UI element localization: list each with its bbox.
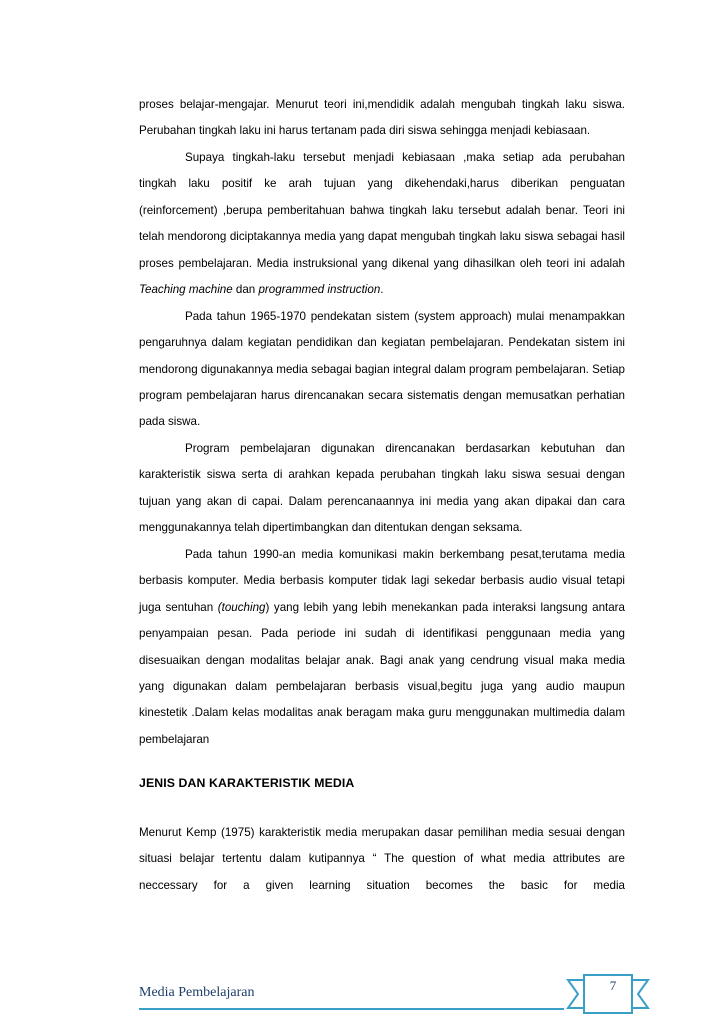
paragraph-2-text-c: . — [380, 283, 384, 297]
page-number: 7 — [609, 978, 617, 993]
paragraph-2 — [139, 145, 625, 304]
paragraph-5-text-a: Pada tahun 1990-an media komunikasi makin berkembang pesat,terutama media berbasis komputer. Media berbasis komputer tidak lagi sekedar berbasis audio visual tetapi juga sentuhan — [139, 547, 625, 614]
footer-rule — [139, 1008, 564, 1010]
paragraph-6: Menurut Kemp (1975) karakteristik media merupakan dasar pemilihan media sesuai dengan situasi belajar tertentu dalam kutipannya “ The question of what media attributes are neccessary for a given learning situation becomes the basic for media — [139, 826, 625, 892]
paragraph-1: proses belajar-mengajar. Menurut teori ini,mendidik adalah mengubah tingkah laku siswa. Perubahan tingkah laku ini harus tertanam pada diri siswa sehingga menjadi kebiasaan. — [139, 98, 625, 138]
paragraph-4: Program pembelajaran digunakan direncanakan berdasarkan kebutuhan dan karakteristik siswa serta di arahkan kepada perubahan tingkah laku siswa sesuai dengan tujuan yang akan di capai. Dalam perencanaannya ini media yang akan dipakai dan cara menggunakannya telah dipertimbangkan dan ditentukan dengan seksama. — [139, 441, 625, 535]
paragraph-2-italic-a: Teaching machine — [139, 283, 233, 297]
body-text — [139, 92, 625, 753]
paragraph-3: Pada tahun 1965-1970 pendekatan sistem (system approach) mulai menampakkan pengaruhnya dalam kegiatan pendidikan dan kegiatan pembelajaran. Pendekatan sistem ini mendorong digunakannya media sebagai bagian integral dalam program pembelajaran. Setiap program pembelajaran harus direncanakan secara sistematis dengan memusatkan perhatian pada siswa. — [139, 309, 625, 429]
paragraph-5-text-b: ) yang lebih yang lebih menekankan pada interaksi langsung antara penyampaian pesan. Pada periode ini sudah di identifikasi penggunaan media yang disesuaikan dengan modalitas belajar anak. Bagi anak yang cendrung visual maka media yang digunakan dalam pembelajaran berbasis visual,begitu juga yang audio maupun kinestetik .Dalam kelas modalitas anak beragam maka guru menggunakan multimedia dalam pembelajaran — [139, 600, 625, 746]
paragraph-5 — [139, 542, 625, 754]
paragraph-2-text-b: dan — [232, 283, 259, 297]
paragraph-2-text-a: Supaya tingkah-laku tersebut menjadi kebiasaan ,maka setiap ada perubahan tingkah laku positif ke arah tujuan yang dikehendaki,harus diberikan penguatan (reinforcement) ,berupa pemberitahuan bahwa tingkah laku tersebut adalah benar. Teori ini telah mendorong diciptakannya media yang dapat mengubah tingkah laku siswa sebagai hasil proses pembelajaran. Media instruksional yang dikenal yang dihasilkan oleh teori ini adalah — [139, 150, 625, 270]
paragraph-5-italic: (touching — [217, 600, 266, 614]
section-body — [139, 820, 625, 899]
footer-title: Media Pembelajaran — [139, 985, 255, 1000]
section-heading: JENIS DAN KARAKTERISTIK MEDIA — [139, 776, 355, 790]
paragraph-2-italic-b: programmed instruction — [258, 283, 381, 297]
